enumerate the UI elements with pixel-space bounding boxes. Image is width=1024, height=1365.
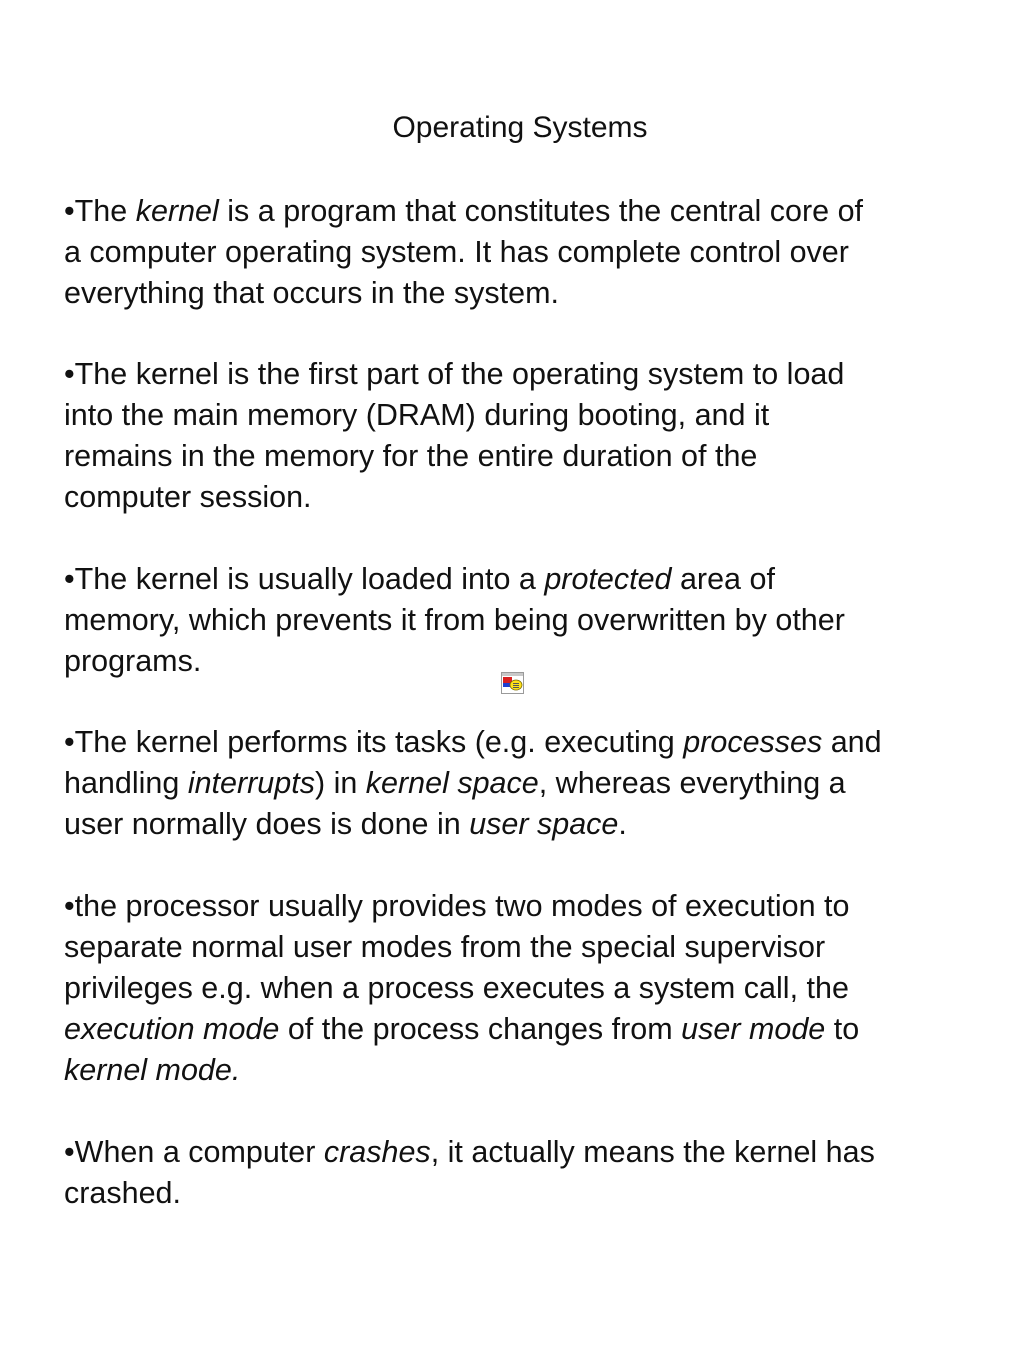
page-title: Operating Systems	[392, 111, 648, 144]
text-line	[64, 436, 994, 477]
text-line	[64, 927, 994, 968]
text-segment: area of	[671, 562, 775, 596]
italic-term: user space	[469, 807, 619, 841]
paragraph-protected-memory	[64, 559, 994, 682]
text-line	[64, 968, 994, 1009]
embedded-object-icon[interactable]	[501, 672, 524, 694]
paragraph-execution-modes	[64, 886, 994, 1091]
text-line	[64, 191, 994, 232]
text-line	[64, 354, 994, 395]
text-segment: remains in the memory for the entire duration of the	[64, 439, 758, 473]
text-segment: •The	[64, 194, 136, 228]
text-line	[64, 477, 994, 518]
paragraph-kernel-loading	[64, 354, 994, 518]
text-line	[64, 641, 994, 682]
text-segment: is a program that constitutes the central core of	[218, 194, 864, 228]
text-segment: computer session.	[64, 480, 312, 514]
italic-term: interrupts	[187, 766, 315, 800]
text-segment: of the process changes from	[279, 1012, 682, 1046]
text-segment: to	[825, 1012, 860, 1046]
text-line	[64, 395, 994, 436]
text-segment: •The kernel is the first part of the operating system to load	[64, 357, 845, 391]
text-line	[64, 1009, 994, 1050]
text-segment: separate normal user modes from the special supervisor	[64, 930, 826, 964]
text-segment: •The kernel is usually loaded into a	[64, 562, 545, 596]
text-segment: , it actually means the kernel has	[430, 1135, 875, 1169]
text-segment: privileges e.g. when a process executes a system call, the	[64, 971, 849, 1005]
text-segment: •The kernel performs its tasks (e.g. executing	[64, 725, 684, 759]
text-segment: •the processor usually provides two modes of execution to	[64, 889, 850, 923]
text-segment: a computer operating system. It has complete control over	[64, 235, 849, 269]
text-line	[64, 1132, 994, 1173]
text-segment: , whereas everything a	[538, 766, 846, 800]
text-segment: handling	[64, 766, 188, 800]
italic-term: protected	[544, 562, 672, 596]
text-segment: everything that occurs in the system.	[64, 276, 559, 310]
paragraph-crashes	[64, 1132, 994, 1214]
text-segment: memory, which prevents it from being overwritten by other	[64, 603, 845, 637]
text-line	[64, 722, 994, 763]
text-segment: into the main memory (DRAM) during booting, and it	[64, 398, 770, 432]
text-line	[64, 804, 994, 845]
text-line	[64, 1050, 994, 1091]
text-line	[64, 1173, 994, 1214]
paragraph-kernel-space	[64, 722, 994, 845]
text-line	[64, 273, 994, 314]
text-segment: .	[618, 807, 627, 841]
text-line	[64, 559, 994, 600]
italic-term: execution mode	[64, 1012, 280, 1046]
italic-term: kernel	[135, 194, 219, 228]
text-line	[64, 763, 994, 804]
text-segment: ) in	[314, 766, 366, 800]
italic-term: user mode	[681, 1012, 826, 1046]
italic-term: crashes	[323, 1135, 431, 1169]
italic-term: kernel mode.	[64, 1053, 241, 1087]
text-segment: and	[822, 725, 882, 759]
text-line	[64, 600, 994, 641]
text-line	[64, 232, 994, 273]
text-segment: •When a computer	[64, 1135, 324, 1169]
paragraph-kernel-definition	[64, 191, 994, 314]
text-line	[64, 886, 994, 927]
text-segment: programs.	[64, 644, 202, 678]
italic-term: kernel space	[365, 766, 539, 800]
text-segment: crashed.	[64, 1176, 181, 1210]
italic-term: processes	[683, 725, 823, 759]
text-segment: user normally does is done in	[64, 807, 470, 841]
